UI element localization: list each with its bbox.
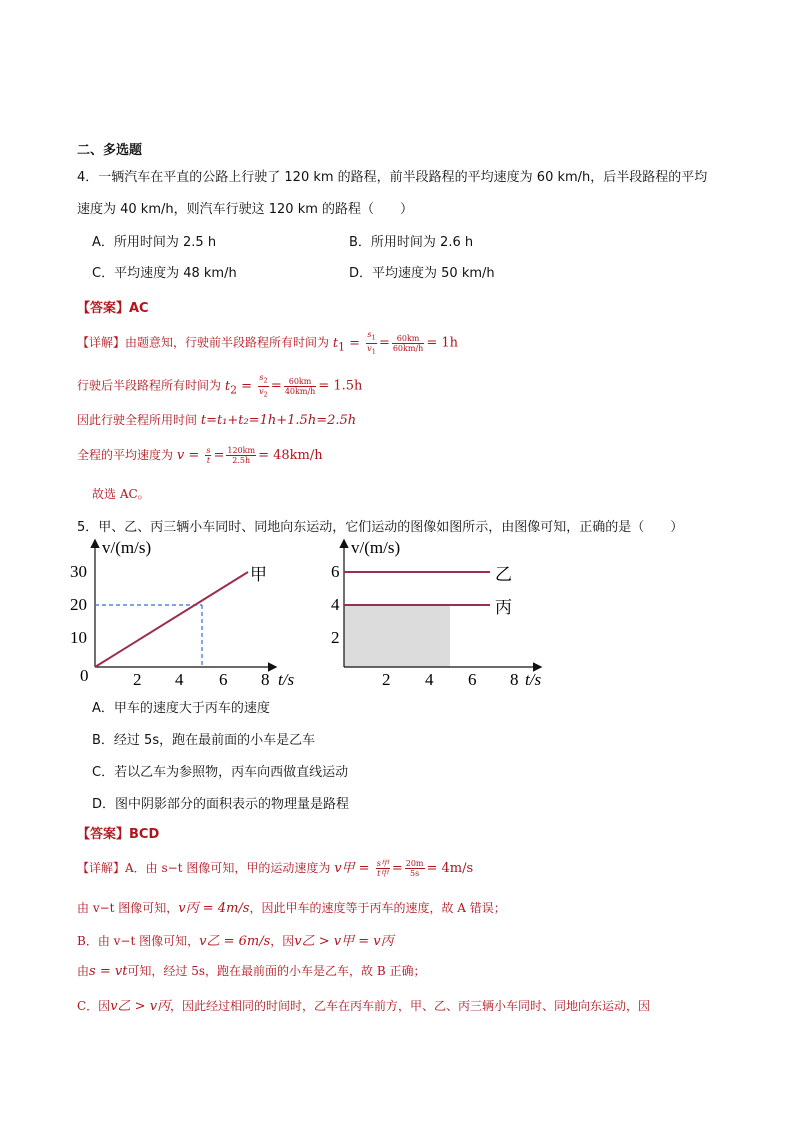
frac-num: 20m bbox=[405, 859, 424, 868]
x-tick-label: 6 bbox=[468, 670, 477, 689]
section-title: 二、多选题 bbox=[77, 143, 143, 158]
solution-text: 因此行驶全程所用时间 bbox=[77, 413, 198, 427]
frac-num: s甲 bbox=[376, 859, 389, 868]
q4-option-c: C．平均速度为 48 km/h bbox=[92, 266, 237, 281]
x-tick-label: 8 bbox=[261, 670, 270, 689]
x-tick-label: 6 bbox=[219, 670, 228, 689]
y-axis-label: v/(m/s) bbox=[351, 538, 401, 557]
shaded-area bbox=[344, 605, 450, 667]
x-tick-label: 2 bbox=[133, 670, 142, 689]
q4-option-a: A．所用时间为 2.5 h bbox=[92, 235, 217, 250]
q5-solution-line5 bbox=[77, 995, 650, 1014]
frac-den: v bbox=[259, 386, 264, 396]
line-jia bbox=[95, 572, 248, 667]
q4-solution-line2: 行驶后半段路程所有时间为 $t_2$ = $\frac{s_2}{v_2}$ = $\frac{60km}{40km/h}$ = 1.5h bbox=[77, 373, 363, 399]
frac-num-sub: 2 bbox=[263, 376, 268, 385]
result: = 1.5h bbox=[318, 378, 363, 394]
frac-den-sub: 2 bbox=[263, 390, 268, 399]
q4-stem-line1: 4．一辆汽车在平直的公路上行驶了 120 km 的路程，前半段路程的平均速度为 60 km/h，后半段路程的平均 bbox=[77, 170, 708, 185]
result: = 48km/h bbox=[258, 448, 323, 463]
graph-right bbox=[325, 535, 555, 695]
frac-num: 120km bbox=[227, 446, 256, 455]
solution-text: B．由 v−t 图像可知， bbox=[77, 934, 200, 948]
y-tick-label: 6 bbox=[331, 562, 340, 581]
frac-den: 60km/h bbox=[392, 343, 424, 353]
formula: v乙 > v丙 bbox=[110, 999, 171, 1014]
x-tick-label: 2 bbox=[382, 670, 391, 689]
q5-option-b: B．经过 5s，跑在最前面的小车是乙车 bbox=[92, 733, 316, 748]
result: = 1h bbox=[426, 335, 458, 351]
q4-answer: 【答案】AC bbox=[77, 301, 149, 316]
frac-num: s bbox=[206, 446, 211, 455]
q4-solution-line5: 故选 AC。 bbox=[92, 487, 150, 501]
q4-stem-line2: 速度为 40 km/h，则汽车行驶这 120 km 的路程（ ） bbox=[77, 202, 414, 217]
frac-num: s bbox=[259, 373, 264, 382]
q5-solution-line2 bbox=[77, 897, 506, 916]
frac-den: t甲 bbox=[377, 869, 389, 878]
frac-den: 40km/h bbox=[284, 386, 316, 396]
solution-text: 全程的平均速度为 bbox=[77, 448, 174, 462]
solution-text: ，因 bbox=[270, 934, 295, 948]
q4-solution-line3 bbox=[77, 411, 356, 428]
y-tick-label: 20 bbox=[70, 595, 87, 614]
x-tick-label: 8 bbox=[510, 670, 519, 689]
y-tick-label: 2 bbox=[331, 628, 340, 647]
q4-option-d: D．平均速度为 50 km/h bbox=[349, 266, 495, 281]
q5-solution-line1: 【详解】A．由 s−t 图像可知，甲的运动速度为 v甲 = $\frac{\text{s甲}}{\text{t甲}}$ = $\frac{20m}{5s}$ = 4m/s bbox=[77, 859, 474, 878]
frac-den: 5s bbox=[410, 869, 420, 878]
solution-text: ，因此经过相同的时间时，乙车在丙车前方，甲、乙、丙三辆小车同时、同地向东运动，因 bbox=[170, 999, 651, 1013]
line-label-jia: 甲 bbox=[250, 565, 267, 584]
q5-option-d: D．图中阴影部分的面积表示的物理量是路程 bbox=[92, 797, 350, 812]
solution-label: 【详解】 bbox=[77, 861, 126, 875]
solution-text: A．由 s−t 图像可知，甲的运动速度为 bbox=[125, 861, 331, 875]
frac-den: 2.5h bbox=[232, 456, 251, 465]
x-axis-label: t/s bbox=[278, 670, 295, 689]
q5-solution-line3 bbox=[77, 930, 394, 949]
q5-option-c: C．若以乙车为参照物，丙车向西做直线运动 bbox=[92, 765, 349, 780]
solution-label: 【详解】 bbox=[77, 335, 126, 350]
var-sub: 2 bbox=[230, 383, 237, 397]
q4-option-b: B．所用时间为 2.6 h bbox=[349, 235, 474, 250]
frac-num: s bbox=[367, 330, 372, 339]
frac-den: v bbox=[367, 343, 372, 353]
q5-stem-line1: 5．甲、乙、丙三辆小车同时、同地向东运动，它们运动的图像如图所示，由图像可知，正确的是（ ） bbox=[77, 520, 684, 535]
solution-text: 由题意知，行驶前半段路程所有时间为 bbox=[125, 335, 330, 350]
y-tick-label: 10 bbox=[70, 628, 87, 647]
frac-den: t bbox=[206, 456, 211, 465]
var: t bbox=[332, 335, 339, 351]
q4-solution-line4: 全程的平均速度为 v = $\frac{s}{t}$ = $\frac{120km}{2.5h}$ = 48km/h bbox=[77, 446, 323, 465]
var: v bbox=[176, 448, 185, 463]
frac-num: 60km bbox=[284, 377, 316, 387]
x-tick-label: 4 bbox=[175, 670, 184, 689]
q5-option-a: A．甲车的速度大于丙车的速度 bbox=[92, 701, 270, 716]
graph-left bbox=[70, 535, 315, 695]
q5-answer: 【答案】BCD bbox=[77, 827, 160, 842]
x-tick-label: 4 bbox=[425, 670, 434, 689]
solution-text: 由 bbox=[77, 964, 90, 978]
x-axis-label: t/s bbox=[525, 670, 542, 689]
equals: = bbox=[344, 335, 365, 351]
solution-text: 由 v−t 图像可知， bbox=[77, 901, 179, 915]
q5-solution-line4 bbox=[77, 962, 425, 979]
formula: v乙 = 6m/s bbox=[199, 934, 271, 949]
solution-text: C．因 bbox=[77, 999, 111, 1013]
frac-num-sub: 1 bbox=[371, 333, 376, 342]
q4-solution-line1: 【详解】由题意知，行驶前半段路程所有时间为 $t_1$ = $\frac{s_1}{v_1}$ = $\frac{60km}{60km/h}$ = 1h bbox=[77, 330, 458, 356]
frac-den-sub: 1 bbox=[371, 347, 376, 356]
result: = 4m/s bbox=[426, 861, 474, 876]
line-label-bing: 丙 bbox=[495, 598, 512, 617]
formula: v丙 = 4m/s bbox=[178, 901, 250, 916]
var: t bbox=[224, 378, 231, 394]
y-tick-label: 4 bbox=[331, 595, 340, 614]
var: v甲 bbox=[334, 861, 355, 876]
y-axis-label: v/(m/s) bbox=[102, 538, 152, 557]
formula: s = vt bbox=[89, 964, 128, 979]
frac-num: 60km bbox=[392, 334, 424, 344]
solution-text: 行驶后半段路程所有时间为 bbox=[77, 378, 222, 393]
y-tick-label: 30 bbox=[70, 562, 87, 581]
var-sub: 1 bbox=[338, 340, 345, 354]
y-tick-label: 0 bbox=[80, 666, 89, 685]
formula: v乙 > v甲 = v丙 bbox=[294, 934, 394, 949]
solution-text: ，因此甲车的速度等于丙车的速度，故 A 错误； bbox=[249, 901, 506, 915]
solution-text: 可知，经过 5s，跑在最前面的小车是乙车，故 B 正确； bbox=[127, 964, 426, 978]
line-label-yi: 乙 bbox=[495, 565, 512, 584]
formula: t=t₁+t₂=1h+1.5h=2.5h bbox=[200, 413, 357, 428]
